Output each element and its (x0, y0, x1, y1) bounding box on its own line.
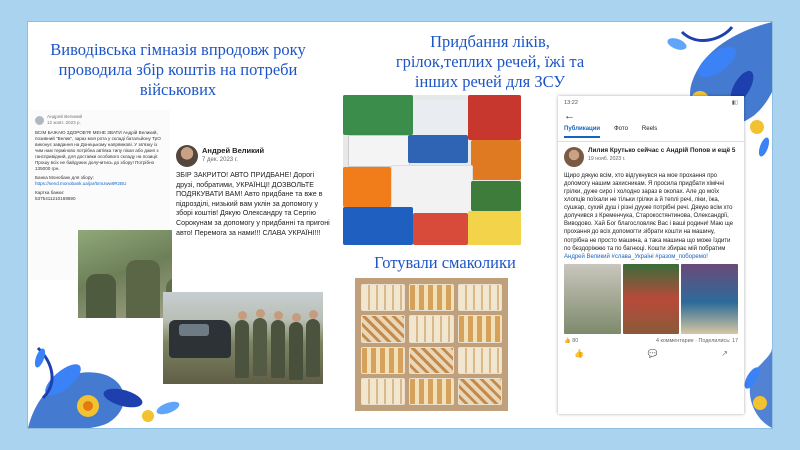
like-icon[interactable]: 👍 (574, 349, 584, 359)
comment-icon[interactable]: 💬 (647, 349, 658, 359)
post-photo[interactable] (681, 264, 738, 334)
pickup-car (169, 320, 231, 358)
medicines-photo (343, 95, 521, 245)
tab-reels[interactable]: Reels (641, 126, 658, 133)
car-with-soldiers-photo (163, 292, 323, 384)
avatar (35, 116, 44, 125)
bank-label: Банка Монобанк для збору: (35, 175, 94, 180)
comments-shares: 4 комментарие · Поделились: 17 (655, 337, 738, 344)
post-date: 7 дек. 2023 г. (202, 157, 238, 163)
status-bar (558, 96, 744, 110)
post-text (558, 169, 744, 264)
post-header (558, 142, 744, 169)
reactions-icon: 👍 (564, 337, 571, 344)
post-date: 19 нояб. 2023 г. (588, 155, 626, 162)
share-icon[interactable]: ↗ (721, 349, 728, 359)
post-photo[interactable] (623, 264, 680, 334)
post-author: Андрей Великий (47, 114, 83, 119)
avatar (176, 145, 198, 167)
post-photo[interactable] (564, 264, 621, 334)
post-text: ЗБІР ЗАКРИТО! АВТО ПРИДБАНЕ! Дорогі друзі, побратими, УКРАЇНЦІ! ДОЗВОЛЬТЕ ПОДЯКУВАТИ ВАМ! Авто придбане та вже в підрозділі, низький вам уклін за допомогу у зборі коштів! Дякую Олександру та Сергію Сорокунам за допомогу у придбанні та пригоні авто! Перемога за нами!!! СЛАВА УКРАЇНІ!!! (176, 171, 330, 237)
heading-purchases: Придбання ліків, грілок,теплих речей, їжі та інших речей для ЗСУ (395, 32, 585, 91)
profile-tabs (558, 122, 744, 141)
post-header (35, 114, 165, 126)
card-label: Картка банки: (35, 190, 65, 195)
post-text: ВСІМ БАЖАЮ ЗДОРОВ'Я! МЕНЕ ЗВАТИ Андрій Великий, позивний "Велик", зараз моя рота у складі батальйону ТрО виконує завдання на Донецькому напрямкові. У зв'язку із чим нам терміново потрібна автівка типу пікап або джип з ганспривідний, для доставки особового складу на позиції. Прошу всіх не байдужих долучитись до збору! Потрібно 135000 грн. (35, 130, 161, 171)
card-number: 5375411210169590 (35, 196, 76, 201)
post-stats (558, 334, 744, 348)
post-photos (558, 264, 744, 334)
reactions-count: 80 (572, 337, 579, 344)
bank-link[interactable]: https://send.monobank.ua/jar/5mUww9RzBU (35, 181, 127, 186)
avatar[interactable] (564, 147, 584, 167)
post-header (172, 143, 334, 169)
status-time: 13:22 (564, 100, 578, 106)
post-author-line[interactable]: Лилия Крутько сейчас с Андрій Попов и ещё 5 (588, 146, 736, 154)
heading-sweets: Готували смаколики (374, 253, 516, 272)
heading-fundraising: Виводівська гімназія впродовж року проводила збір коштів на потреби військових (50, 40, 306, 99)
tab-publications[interactable]: Публикации (564, 125, 600, 137)
post-tags[interactable]: Андрей Великий #слава_Україні #разом_поборемо! (564, 253, 708, 260)
post-author: Андрей Великий (202, 146, 265, 156)
sweets-photo (355, 278, 508, 411)
tab-photos[interactable]: Фото (614, 126, 628, 133)
post-body-text: Щиро дякую всім, хто відгукнувся на мое прохання про допомогу нашим захисникам. Я просила придбати хімічні грілки, дуже сиро і холодно зараз в окопах. Але до моїх хлопців поїхали не тільки грілки а й теплі речі, ліки, їжа, сушкар, сухий душ і різні дууже потрібні речі. Дякую всім хто долучився з Кременчука, Старокостянтинова, Олександрії, Виводово. Хай Бог благословляє Вас і ваші родини! Маю ще прохання до всіх допомогти зібрати кошти на машину, потрібна не просто машина, а така машина що може їздити по бездоріжжю та по багнюці. Кошти збирає мій побратим (564, 172, 734, 252)
phone-screenshot (558, 96, 744, 414)
back-arrow-icon[interactable]: ← (564, 110, 575, 123)
post-date: 12 жовт. 2023 р. (47, 120, 81, 125)
post-actions (558, 348, 744, 360)
facebook-post-car-purchased (172, 143, 334, 313)
battery-icon: ▮▯ (731, 100, 738, 106)
